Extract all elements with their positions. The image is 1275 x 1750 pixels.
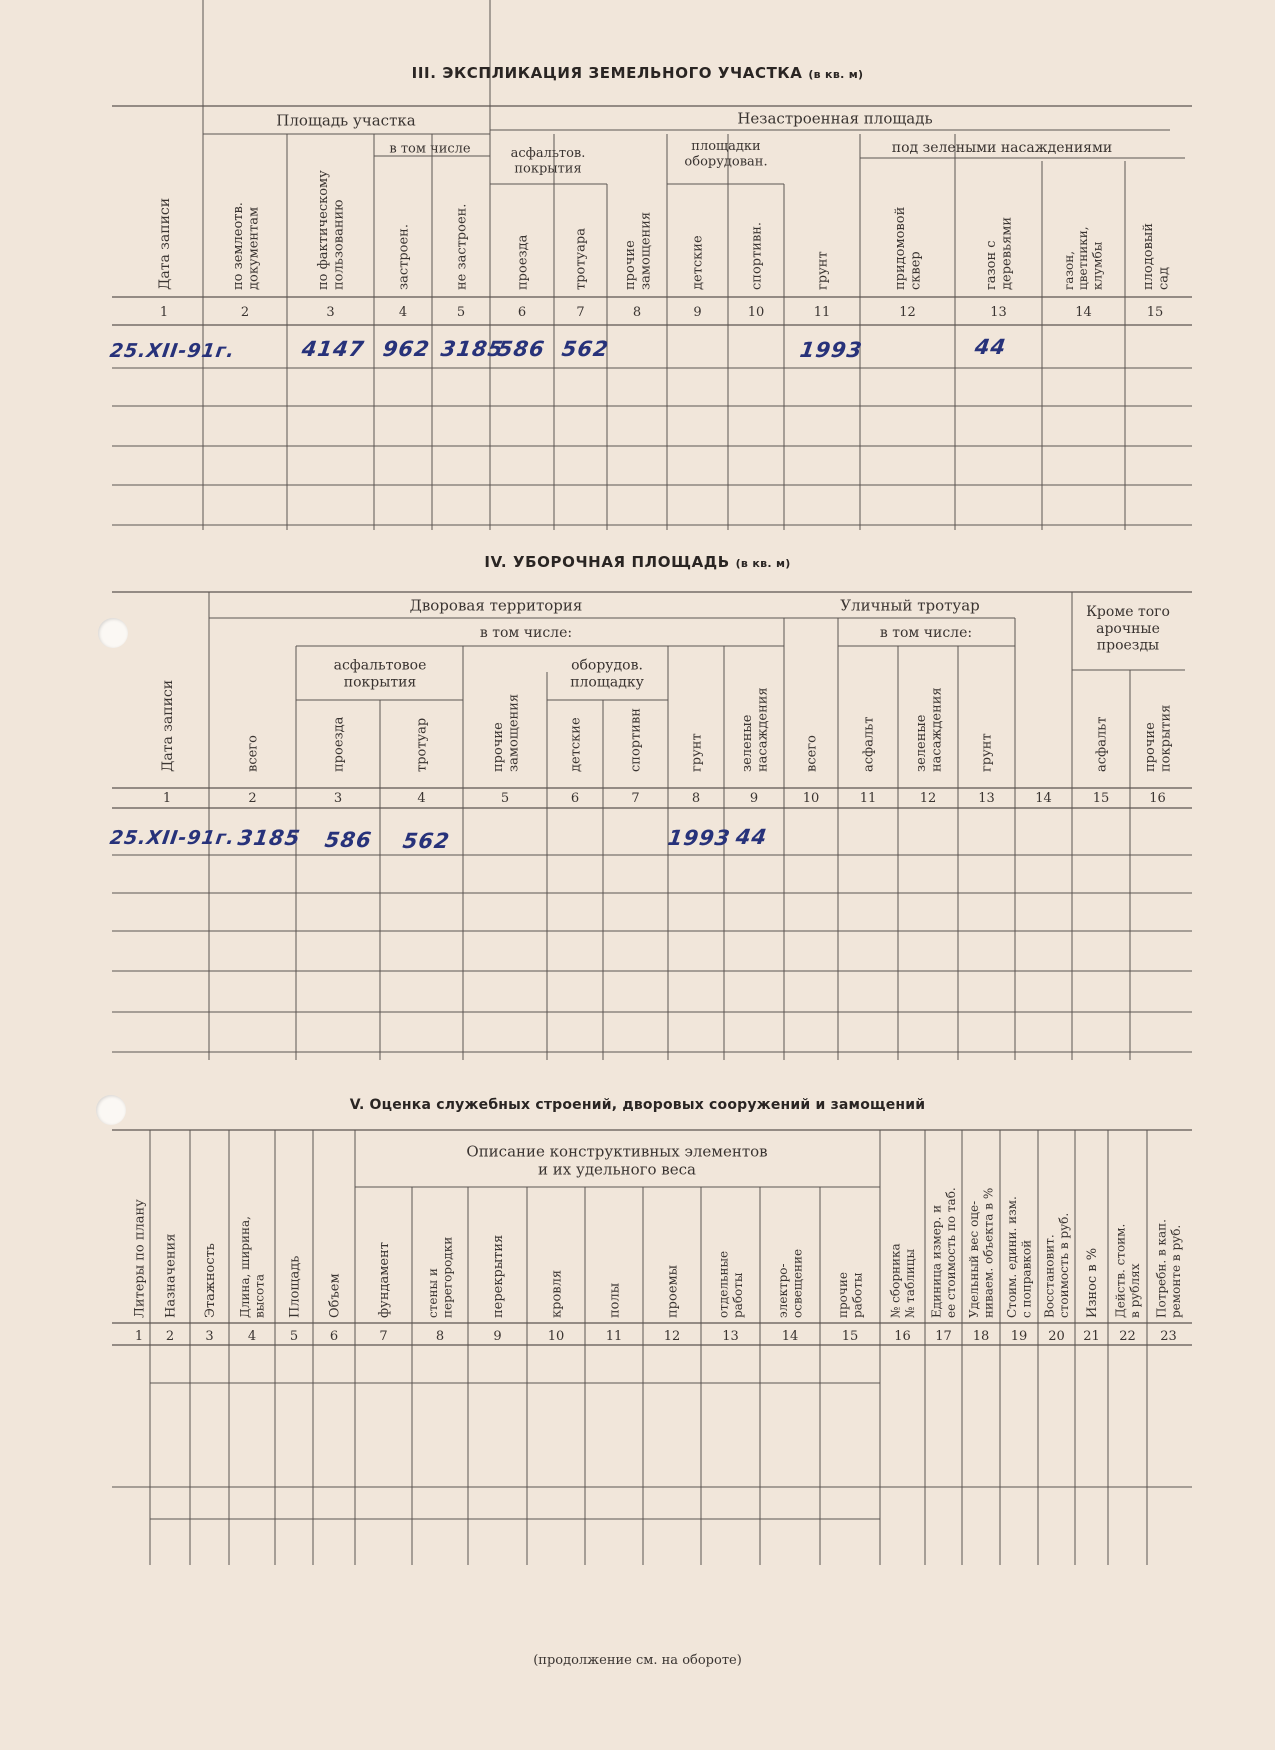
s4-header-street: Уличный тротуар [840, 596, 980, 615]
s3-header-sport: спортивн. [749, 221, 765, 290]
s5-col-number: 23 [1160, 1329, 1177, 1344]
s4-header-besides-asphalt: асфальт [1094, 716, 1110, 772]
s3-col-number: 9 [693, 305, 702, 320]
s5-header-replacement: Восстановит. [1042, 1234, 1057, 1318]
s3-entry-c11: 1993 [798, 338, 865, 362]
s3-header-date: Дата записи [156, 197, 173, 290]
s5-header-unit-cost-adj: Стоим. едини. изм. [1005, 1196, 1019, 1318]
s4-header-green: насаждения [755, 687, 771, 772]
s5-header-wear: Износ в % [1085, 1247, 1101, 1318]
s5-header-volume: Объем [327, 1273, 343, 1318]
s5-header-specific-weight: Удельный вес оце- [967, 1200, 981, 1318]
s3-header-lawn-trees: газон с [983, 240, 999, 290]
s4-header-equipped: площадку [570, 674, 644, 691]
s3-entry-c7: 562 [560, 337, 611, 361]
s3-header-other-paving: замощения [638, 211, 654, 290]
s3-col-number: 11 [813, 305, 831, 320]
s5-col-number: 16 [894, 1329, 911, 1344]
s4-header-other-paving: замощения [506, 693, 522, 772]
s5-header-area: Площадь [287, 1255, 303, 1318]
s3-header-other-paving: прочие [622, 240, 638, 290]
s4-header-kids: детские [568, 717, 584, 772]
s5-col-number: 15 [841, 1329, 859, 1344]
s4-header-besides-other: прочие [1142, 722, 1158, 772]
s4-header-total: всего [245, 735, 261, 772]
s3-col-number: 1 [159, 305, 169, 320]
s4-header-street-green: насаждения [929, 687, 945, 772]
s5-header-actual-cost: Действ. стоим. [1113, 1223, 1128, 1318]
s4-header-street-asphalt: асфальт [861, 716, 877, 772]
s4-col-number: 13 [978, 791, 995, 806]
s4-col-number: 1 [162, 791, 172, 806]
s5-header-dims: Длина, ширина, [238, 1216, 252, 1318]
s4-col-number: 6 [570, 791, 580, 806]
s3-entry-c4: 962 [381, 337, 432, 361]
section3-title: III. ЭКСПЛИКАЦИЯ ЗЕМЕЛЬНОГО УЧАСТКА (в кв. м) [411, 64, 864, 82]
s4-col-number: 9 [749, 791, 759, 806]
s3-col-number: 15 [1146, 305, 1164, 320]
s3-header-asphalt: покрытия [514, 161, 582, 177]
s3-col-number: 13 [990, 305, 1007, 320]
s3-header-soil: грунт [815, 251, 831, 290]
s4-header-date: Дата записи [159, 679, 176, 772]
section4-title: IV. УБОРОЧНАЯ ПЛОЩАДЬ (в кв. м) [484, 553, 791, 571]
s3-header-square: сквер [908, 251, 924, 290]
s5-col-number: 7 [379, 1329, 388, 1344]
s3-header-not-built: не застроен. [454, 203, 470, 290]
s4-header-street-total: всего [804, 735, 820, 772]
s5-col-number: 9 [493, 1329, 502, 1344]
s3-header-lawn-trees: деревьями [999, 216, 1015, 290]
s5-header-finishing: отдельные [716, 1250, 731, 1318]
s4-header-besides-other: покрытия [1158, 704, 1174, 772]
s5-header-unit-cost: Единица измер. и [929, 1204, 944, 1318]
s4-col-number: 16 [1149, 791, 1166, 806]
s5-col-number: 8 [435, 1329, 445, 1344]
s4-header-soil: грунт [689, 733, 705, 772]
s5-header-unit-cost: ее стоимость по таб. [943, 1187, 958, 1318]
s4-col-number: 12 [919, 791, 937, 806]
s4-header-street-soil: грунт [979, 733, 995, 772]
s3-header-square: придомовой [892, 206, 908, 290]
s5-col-number: 13 [722, 1329, 739, 1344]
s4-header-besides: проезды [1096, 637, 1160, 654]
s5-header-floor: полы [607, 1282, 623, 1318]
s5-header-other-works: работы [850, 1272, 865, 1318]
s3-header-asphalt: асфальтов. [510, 145, 586, 161]
s5-header-replacement: стоимость в руб. [1056, 1212, 1071, 1318]
s3-header-green: под зелеными насаждениями [891, 139, 1113, 156]
s3-header-lawn-flowers: газон, [1061, 250, 1076, 290]
s5-col-number: 18 [972, 1329, 990, 1344]
s4-header-sport: спортивн [628, 708, 644, 772]
s5-header-floors-slab: перекрытия [491, 1234, 507, 1318]
s4-entry-c9: 44 [734, 825, 769, 849]
s5-header-walls: перегородки [440, 1236, 455, 1318]
s5-col-number: 10 [547, 1329, 565, 1344]
s4-header-green: зеленые [739, 714, 755, 772]
s3-entry-date: 25.XII-91г. [108, 340, 237, 362]
s4-col-number: 8 [691, 791, 701, 806]
s5-col-number: 21 [1083, 1329, 1100, 1344]
s3-col-number: 8 [632, 305, 642, 320]
s3-col-number: 6 [517, 305, 527, 320]
s4-col-number: 15 [1092, 791, 1110, 806]
s3-header-platforms: площадки [691, 138, 761, 154]
continued-note: (продолжение см. на обороте) [533, 1653, 742, 1668]
s5-header-collection: № сборника [888, 1243, 903, 1318]
s3-header-by-docs: документам [246, 206, 262, 290]
s5-header-electric: освещение [790, 1248, 805, 1318]
s4-col-number: 10 [802, 791, 820, 806]
s3-header-built: застроен. [396, 224, 412, 290]
s3-header-by-actual: по фактическому [315, 170, 331, 290]
s3-entry-c5: 3185 [439, 337, 506, 361]
s3-header-undeveloped: Незастроенная площадь [737, 109, 933, 128]
s4-col-number: 3 [333, 791, 343, 806]
s5-col-number: 2 [165, 1329, 175, 1344]
s5-header-collection: № таблицы [902, 1248, 917, 1318]
s3-header-orchard: сад [1156, 266, 1172, 290]
s5-header-dims: высота [252, 1273, 267, 1318]
s5-col-number: 17 [935, 1329, 952, 1344]
s5-header-description: и их удельного веса [538, 1160, 696, 1179]
s5-col-number: 19 [1010, 1329, 1028, 1344]
s4-header-roads: проезда [331, 716, 347, 772]
s5-header-other-works: прочие [836, 1272, 850, 1318]
s5-col-number: 3 [205, 1329, 214, 1344]
s3-header-by-docs: по землеотв. [230, 202, 246, 290]
s4-col-number: 14 [1035, 791, 1052, 806]
s4-header-yard: Дворовая территория [409, 596, 583, 615]
s4-entry-date: 25.XII-91г. [108, 827, 237, 849]
s4-header-street-green: зеленые [913, 714, 929, 772]
s5-header-foundation: фундамент [377, 1242, 393, 1318]
s5-header-purpose: Назначения [163, 1233, 179, 1318]
s3-entry-c3: 4147 [300, 337, 367, 361]
s3-header-area: Площадь участка [276, 111, 416, 130]
s5-header-repair-need: ремонте в руб. [1168, 1224, 1183, 1318]
s5-col-number: 20 [1048, 1329, 1065, 1344]
s5-col-number: 12 [663, 1329, 681, 1344]
s5-header-finishing: работы [730, 1272, 745, 1318]
s5-header-electric: электро- [776, 1263, 790, 1318]
s4-col-number: 5 [500, 791, 510, 806]
s5-header-unit-cost-adj: с поправкой [1019, 1239, 1034, 1318]
s3-col-number: 4 [398, 305, 408, 320]
s3-header-roads: проезда [515, 234, 531, 290]
s5-header-actual-cost: в рублях [1127, 1263, 1142, 1318]
s5-header-repair-need: Потребн. в кап. [1154, 1219, 1169, 1318]
s3-header-incl: в том числе [389, 141, 471, 157]
s4-entry-c2: 3185 [236, 826, 303, 850]
s3-header-kids: детские [690, 235, 706, 290]
s4-col-number: 4 [417, 791, 426, 806]
s5-header-specific-weight: ниваем. объекта в % [981, 1187, 996, 1318]
s3-entry-c13: 44 [973, 335, 1008, 359]
s5-col-number: 1 [134, 1329, 144, 1344]
section5-title: V. Оценка служебных строений, дворовых сооружений и замощений [349, 1097, 926, 1113]
s3-header-sidewalk: тротуара [573, 227, 589, 290]
s3-col-number: 14 [1075, 305, 1092, 320]
s5-header-letters: Литеры по плану [132, 1199, 148, 1318]
s4-col-number: 11 [859, 791, 877, 806]
s4-col-number: 2 [248, 791, 257, 806]
s5-header-openings: проемы [665, 1265, 681, 1318]
s3-col-number: 5 [456, 305, 466, 320]
s3-header-platforms: оборудован. [684, 154, 768, 170]
s4-header-asphalt-cover: покрытия [343, 674, 417, 691]
s5-col-number: 14 [781, 1329, 799, 1344]
s3-header-lawn-flowers: клумбы [1090, 241, 1105, 290]
s3-col-number: 10 [747, 305, 765, 320]
s4-header-other-paving: прочие [490, 722, 506, 772]
s3-header-by-actual: пользованию [331, 199, 347, 290]
s3-col-number: 3 [326, 305, 335, 320]
s5-col-number: 4 [247, 1329, 257, 1344]
s3-header-lawn-flowers: цветники, [1076, 226, 1091, 290]
s5-header-roof: кровля [549, 1269, 565, 1318]
s3-entry-c6: 586 [496, 337, 547, 361]
s3-col-number: 12 [899, 305, 916, 320]
s5-col-number: 11 [605, 1329, 623, 1344]
s3-col-number: 7 [576, 305, 585, 320]
s5-header-walls: стены и [426, 1268, 440, 1318]
s4-header-incl: в том числе: [479, 624, 573, 641]
s4-entry-c3: 586 [323, 828, 374, 852]
s4-header-besides: Кроме того [1086, 604, 1170, 621]
s5-header-floors: Этажность [203, 1243, 219, 1318]
s4-entry-c4: 562 [401, 829, 452, 853]
s4-header-asphalt-cover: асфальтовое [333, 657, 427, 674]
s4-header-besides: арочные [1096, 620, 1160, 637]
s5-col-number: 22 [1119, 1329, 1136, 1344]
s3-col-number: 2 [240, 305, 250, 320]
s4-entry-c8: 1993 [666, 826, 733, 850]
s5-col-number: 5 [289, 1329, 299, 1344]
s5-header-description: Описание конструктивных элементов [466, 1142, 768, 1161]
s5-col-number: 6 [329, 1329, 339, 1344]
s3-header-orchard: плодовый [1140, 223, 1156, 290]
s4-header-sidewalk: тротуар [414, 717, 430, 772]
s4-header-equipped: оборудов. [571, 657, 643, 674]
s4-col-number: 7 [631, 791, 640, 806]
s4-header-street-incl: в том числе: [879, 624, 973, 641]
